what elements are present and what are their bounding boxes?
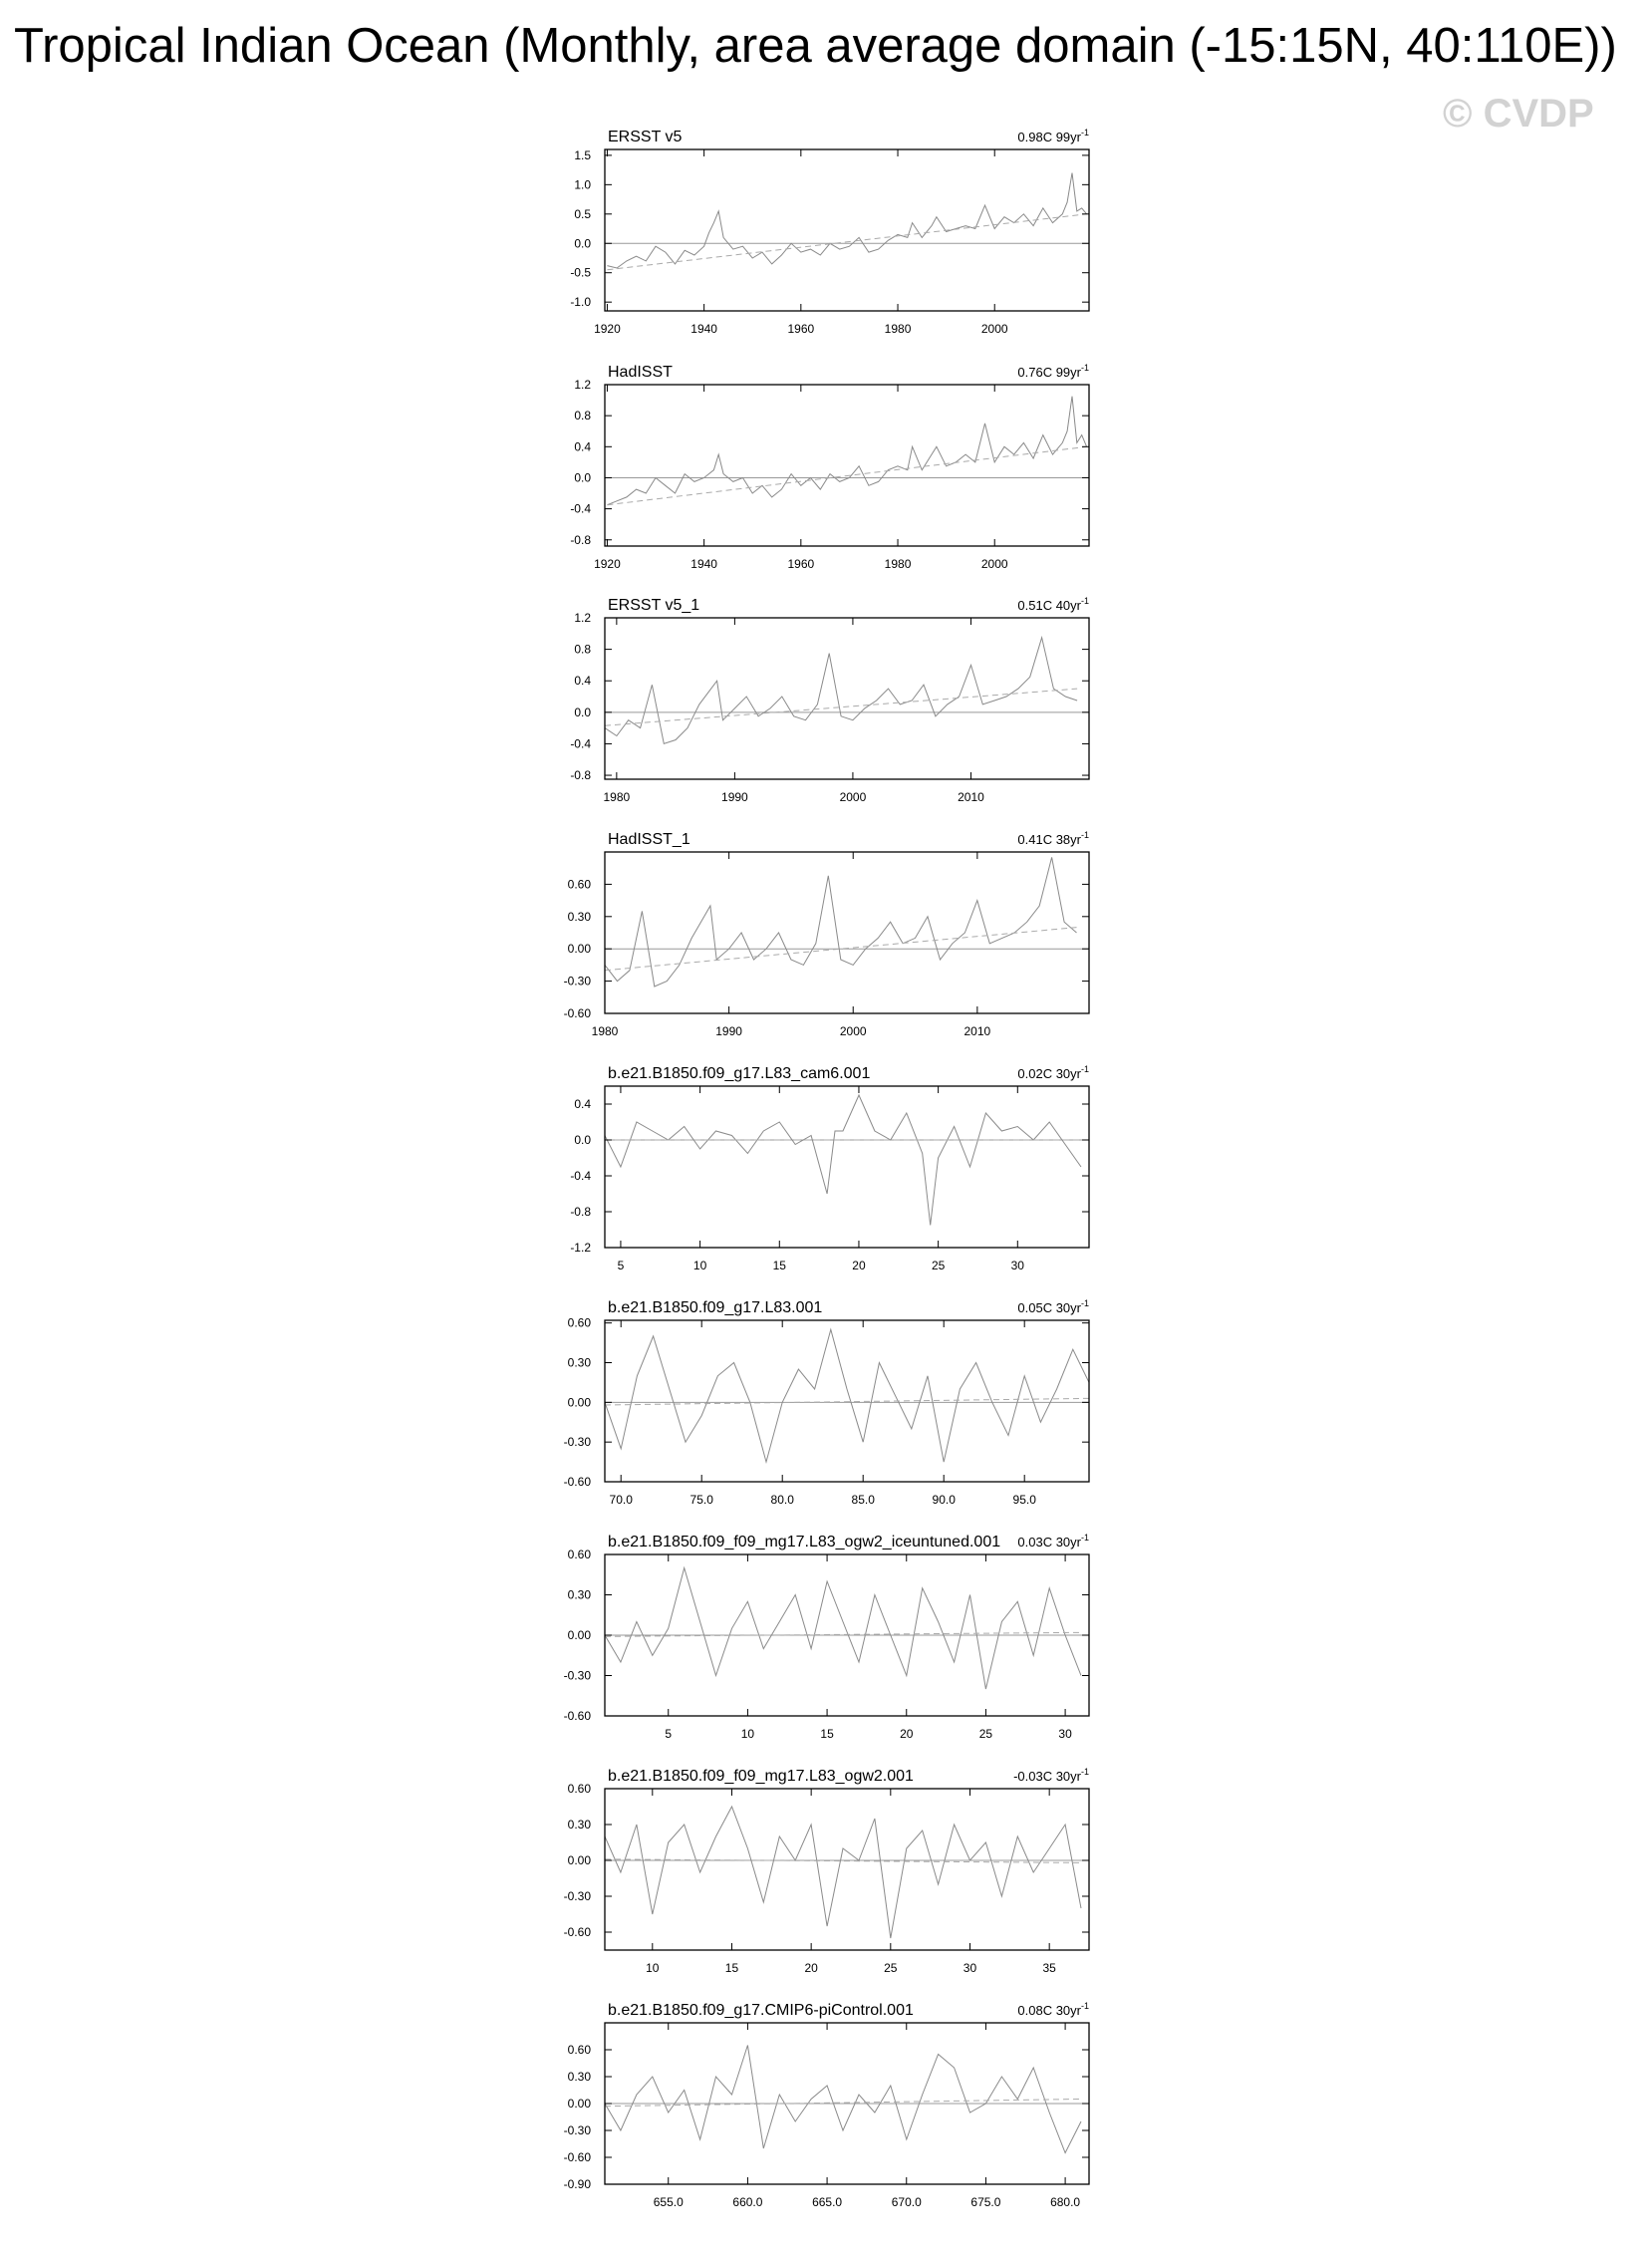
x-tick-label: 1980	[884, 557, 912, 571]
x-tick-label: 75.0	[689, 1493, 713, 1507]
y-tick-label: 0.60	[567, 877, 591, 892]
y-tick-label: -0.60	[563, 1709, 591, 1723]
chart-panel	[564, 1298, 1089, 1507]
plot-frame	[605, 1086, 1089, 1248]
y-tick-label: -0.30	[563, 1668, 591, 1683]
x-tick-label: 2010	[964, 1024, 991, 1038]
x-tick-label: 5	[617, 1259, 625, 1272]
trend-label: 0.02C $30yr^{-1}$	[1017, 1064, 1089, 1081]
trend-line	[605, 1632, 1081, 1636]
x-tick-label: 20	[900, 1727, 914, 1741]
y-tick-label: 0.30	[567, 2070, 591, 2084]
panel-title: b.e21.B1850.f09_g17.L83_cam6.001	[608, 1065, 871, 1082]
trend-label: 0.03C $30yr^{-1}$	[1017, 1533, 1089, 1550]
x-tick-label: 1960	[787, 557, 815, 571]
x-tick-label: 1940	[690, 557, 717, 571]
series-line	[607, 173, 1086, 268]
x-tick-label: 20	[852, 1259, 866, 1272]
x-tick-label: 10	[692, 1259, 707, 1272]
x-tick-label: 1990	[721, 790, 748, 804]
trend-line	[605, 1859, 1081, 1863]
trend-label: 0.05C $30yr^{-1}$	[1017, 1298, 1089, 1315]
y-tick-label: -0.30	[563, 974, 591, 988]
x-tick-label: 2000	[980, 322, 1008, 336]
y-tick-label: 0.30	[567, 1587, 591, 1602]
chart-panel	[570, 363, 1089, 571]
x-tick-label: 655.0	[653, 2195, 684, 2209]
y-tick-label: 0.00	[567, 1853, 591, 1867]
x-tick-label: 95.0	[1012, 1493, 1036, 1507]
panel-title: HadISST_1	[608, 831, 690, 848]
x-tick-label: 90.0	[932, 1493, 956, 1507]
x-tick-label: 25	[978, 1727, 993, 1741]
y-tick-label: 0.30	[567, 909, 591, 924]
y-tick-label: -0.8	[570, 532, 591, 547]
y-tick-label: 0.30	[567, 1818, 591, 1832]
y-tick-label: -1.2	[570, 1241, 591, 1255]
y-tick-label: 0.4	[574, 674, 591, 689]
x-tick-label: 2000	[839, 1024, 867, 1038]
trend-line	[605, 2100, 1081, 2107]
y-tick-label: 0.0	[574, 1133, 591, 1147]
x-tick-label: 10	[740, 1727, 755, 1741]
y-tick-label: 0.60	[567, 1782, 591, 1796]
x-tick-label: 1980	[884, 322, 912, 336]
x-tick-label: 660.0	[732, 2195, 763, 2209]
x-tick-label: 30	[1010, 1259, 1024, 1272]
y-tick-label: -0.4	[570, 736, 591, 751]
chart-panel	[570, 596, 1089, 804]
trend-line	[607, 214, 1086, 270]
series-line	[605, 857, 1077, 987]
chart-panel	[570, 1064, 1089, 1272]
y-tick-label: 1.0	[574, 177, 591, 192]
y-tick-label: 0.00	[567, 1395, 591, 1410]
x-tick-label: 665.0	[812, 2195, 843, 2209]
trend-label: 0.51C $40yr^{-1}$	[1017, 596, 1089, 613]
y-tick-label: -0.30	[563, 2123, 591, 2137]
y-tick-label: 0.30	[567, 1355, 591, 1370]
y-tick-label: 0.4	[574, 439, 591, 454]
x-tick-label: 70.0	[609, 1493, 633, 1507]
x-tick-label: 15	[820, 1727, 834, 1741]
y-tick-label: 0.60	[567, 2043, 591, 2057]
x-tick-label: 20	[804, 1961, 818, 1975]
plot-frame	[605, 149, 1089, 311]
x-tick-label: 25	[884, 1961, 898, 1975]
x-tick-label: 2000	[980, 557, 1008, 571]
x-tick-label: 1960	[787, 322, 815, 336]
y-tick-label: 0.0	[574, 705, 591, 719]
x-tick-label: 35	[1042, 1961, 1056, 1975]
trend-label: 0.41C $38yr^{-1}$	[1017, 830, 1089, 847]
y-tick-label: 0.0	[574, 236, 591, 251]
chart-panel	[564, 1767, 1089, 1975]
y-tick-label: 0.8	[574, 642, 591, 657]
x-tick-label: 675.0	[970, 2195, 1001, 2209]
y-tick-label: 1.5	[574, 147, 591, 162]
y-tick-label: 1.2	[574, 611, 591, 625]
panel-title: b.e21.B1850.f09_f09_mg17.L83_ogw2.001	[608, 1768, 914, 1785]
x-tick-label: 30	[1058, 1727, 1072, 1741]
y-tick-label: -0.4	[570, 1169, 591, 1183]
panel-title: HadISST	[608, 364, 673, 381]
trend-label: 0.76C $99yr^{-1}$	[1017, 363, 1089, 380]
plot-frame	[605, 618, 1089, 779]
trend-label: -0.03C $30yr^{-1}$	[1013, 1767, 1089, 1784]
plot-frame	[605, 1320, 1089, 1482]
series-line	[605, 2046, 1081, 2153]
x-tick-label: 1920	[594, 322, 621, 336]
x-tick-label: 1920	[594, 557, 621, 571]
panel-title: ERSST v5	[608, 129, 683, 145]
series-line	[605, 638, 1077, 744]
series-line	[605, 1095, 1081, 1226]
x-tick-label: 1980	[591, 1024, 619, 1038]
y-tick-label: 0.60	[567, 1315, 591, 1330]
x-tick-label: 15	[772, 1259, 786, 1272]
y-tick-label: -0.5	[570, 265, 591, 280]
y-tick-label: 0.5	[574, 206, 591, 221]
series-line	[605, 1807, 1081, 1938]
y-tick-label: 0.00	[567, 1628, 591, 1642]
y-tick-label: -0.60	[563, 1006, 591, 1020]
x-tick-label: 670.0	[891, 2195, 922, 2209]
x-tick-label: 680.0	[1050, 2195, 1081, 2209]
x-tick-label: 10	[646, 1961, 660, 1975]
trend-label: 0.08C $30yr^{-1}$	[1017, 2001, 1089, 2018]
y-tick-label: 0.8	[574, 409, 591, 423]
trend-line	[605, 689, 1077, 725]
x-tick-label: 25	[931, 1259, 946, 1272]
trend-line	[607, 446, 1086, 504]
x-tick-label: 2000	[839, 790, 867, 804]
panel-title: ERSST v5_1	[608, 597, 700, 614]
y-tick-label: 0.00	[567, 2097, 591, 2111]
x-tick-label: 30	[963, 1961, 977, 1975]
y-tick-label: -0.8	[570, 768, 591, 783]
cvdp-watermark: © CVDP	[1443, 92, 1594, 136]
x-tick-label: 1990	[715, 1024, 742, 1038]
panel-title: b.e21.B1850.f09_g17.CMIP6-piControl.001	[608, 2002, 914, 2019]
y-tick-label: -0.30	[563, 1889, 591, 1903]
panel-title: b.e21.B1850.f09_f09_mg17.L83_ogw2_iceuntuned.001	[608, 1534, 1001, 1550]
chart-panel	[570, 128, 1089, 336]
trend-label: 0.98C $99yr^{-1}$	[1017, 128, 1089, 144]
series-line	[605, 1329, 1089, 1462]
page-title: Tropical Indian Ocean (Monthly, area average domain (-15:15N, 40:110E))	[14, 19, 1617, 73]
chart-panel	[564, 1533, 1089, 1741]
series-line	[605, 1568, 1081, 1690]
x-tick-label: 1980	[603, 790, 631, 804]
y-tick-label: -1.0	[570, 295, 591, 310]
y-tick-label: -0.30	[563, 1435, 591, 1450]
panel-title: b.e21.B1850.f09_g17.L83.001	[608, 1299, 823, 1316]
y-tick-label: -0.60	[563, 2150, 591, 2164]
x-tick-label: 15	[724, 1961, 739, 1975]
y-tick-label: -0.90	[563, 2177, 591, 2191]
y-tick-label: -0.60	[563, 1475, 591, 1489]
y-tick-label: 1.2	[574, 378, 591, 392]
y-tick-label: 0.4	[574, 1097, 591, 1111]
plot-frame	[605, 1789, 1089, 1950]
y-tick-label: 0.00	[567, 942, 591, 957]
series-line	[607, 397, 1086, 505]
x-tick-label: 2010	[958, 790, 984, 804]
chart-panel	[564, 830, 1089, 1038]
plot-frame	[605, 385, 1089, 546]
y-tick-label: -0.4	[570, 501, 591, 516]
x-tick-label: 85.0	[851, 1493, 875, 1507]
y-tick-label: -0.60	[563, 1925, 591, 1939]
y-tick-label: 0.60	[567, 1548, 591, 1561]
x-tick-label: 5	[665, 1727, 673, 1741]
x-tick-label: 80.0	[770, 1493, 794, 1507]
y-tick-label: -0.8	[570, 1205, 591, 1219]
x-tick-label: 1940	[690, 322, 717, 336]
y-tick-label: 0.0	[574, 470, 591, 485]
chart-panel	[564, 2001, 1089, 2209]
